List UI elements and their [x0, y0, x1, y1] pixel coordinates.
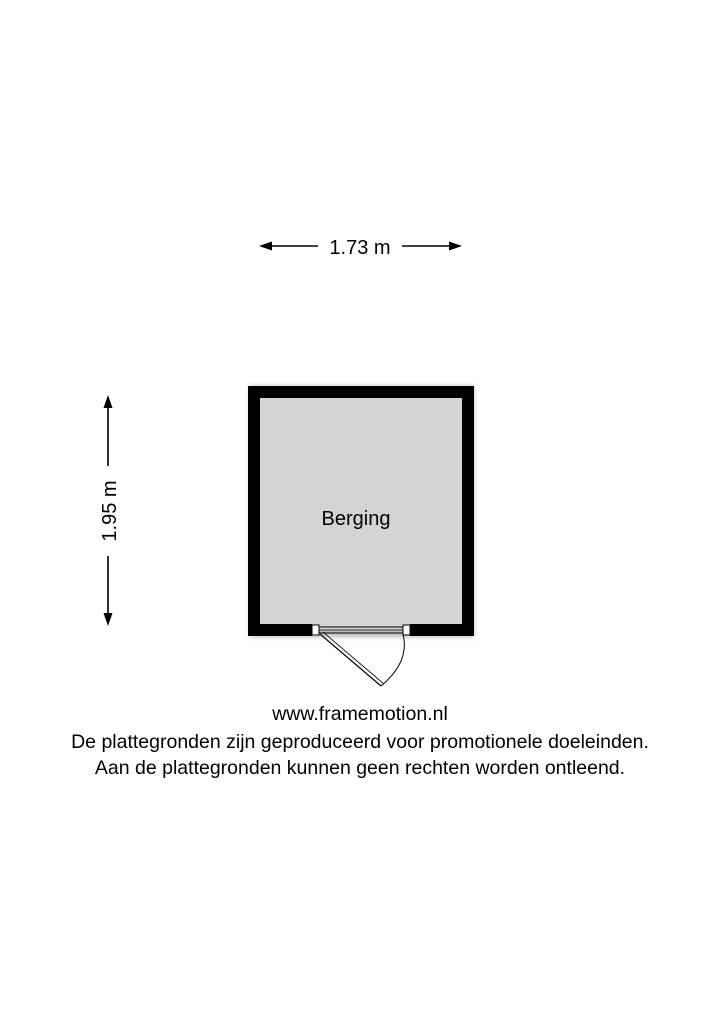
door-swing-arc	[381, 634, 404, 686]
height-dimension-label: 1.95 m	[99, 480, 121, 542]
footer-website: www.framemotion.nl	[272, 703, 448, 725]
height-arrow-bottom	[104, 613, 113, 626]
room-berging	[248, 386, 474, 637]
width-dimension-label: 1.73 m	[329, 237, 391, 259]
door-leaf-inner	[323, 632, 384, 684]
width-arrow-right	[449, 242, 462, 251]
height-dimension	[99, 395, 121, 626]
footer-disclaimer-line-2: Aan de plattegronden kunnen geen rechten worden ontleend.	[94, 757, 626, 779]
width-dimension	[259, 237, 462, 259]
door-frame-right	[403, 625, 410, 635]
width-arrow-left	[259, 242, 272, 251]
door-frame-left	[312, 625, 319, 635]
door-leaf	[320, 634, 381, 686]
height-arrow-top	[104, 395, 113, 408]
room-label: Berging	[321, 508, 391, 530]
footer-disclaimer-line-1: De plattegronden zijn geproduceerd voor promotionele doeleinden.	[71, 731, 649, 753]
